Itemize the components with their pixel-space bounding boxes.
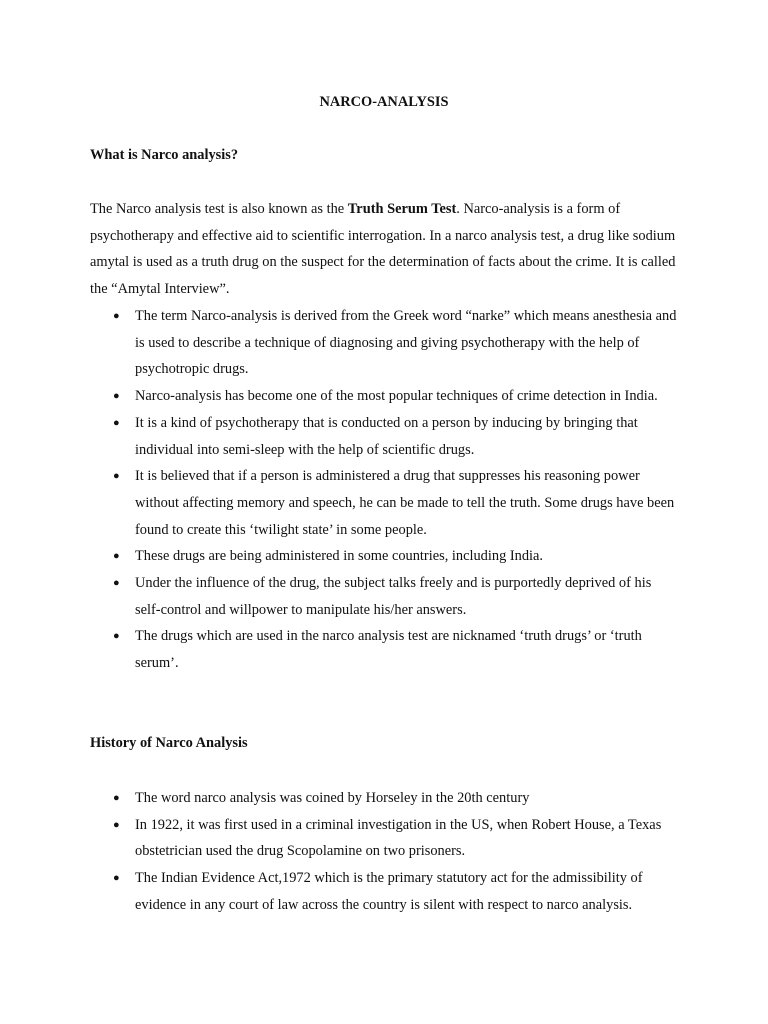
bullet-icon: ●: [113, 470, 120, 483]
bullet-icon: ●: [113, 818, 120, 831]
list-item: [0, 865, 680, 918]
list-item: [0, 383, 680, 410]
list-item-text: These drugs are being administered in some countries, including India.: [135, 548, 544, 565]
list-item: [0, 543, 680, 570]
list-item-text: The Indian Evidence Act,1972 which is the primary statutory act for the admissibility of evidence in any court of law across the country is silent with respect to narco analysis.: [135, 870, 643, 913]
bullet-icon: ●: [113, 630, 120, 643]
list-item-text: In 1922, it was first used in a criminal investigation in the US, when Robert House, a Texas obstetrician used the drug Scopolamine on two prisoners.: [135, 816, 662, 860]
section2-bullet-list: [0, 785, 768, 919]
bullet-icon: ●: [113, 310, 120, 322]
section1-bullet-list: [0, 303, 768, 677]
list-item: [0, 812, 680, 865]
list-item-text: Under the influence of the drug, the subject talks freely and is purportedly deprived of his self-control and willpower to manipulate his/her answers.: [135, 575, 652, 618]
list-item: [0, 785, 680, 812]
list-item: [0, 303, 680, 383]
intro-paragraph: [90, 196, 690, 303]
list-item: [0, 410, 680, 463]
list-item: [0, 570, 680, 623]
section-heading-history: History of Narco Analysis: [90, 735, 248, 751]
list-item: [0, 463, 680, 543]
section-heading-what-is: What is Narco analysis?: [90, 147, 239, 163]
bullet-icon: ●: [113, 577, 120, 590]
list-item: [0, 623, 680, 676]
intro-bold-term: Truth Serum Test: [347, 201, 457, 217]
bullet-icon: ●: [113, 390, 120, 403]
list-item-text: Narco-analysis has become one of the most popular techniques of crime detection in India.: [135, 388, 658, 405]
intro-text-start: The Narco analysis test is also known as the: [90, 201, 348, 217]
bullet-icon: ●: [113, 872, 120, 885]
bullet-icon: ●: [113, 792, 120, 804]
document-title: NARCO-ANALYSIS: [319, 94, 449, 110]
intro-text-end: . Narco-analysis is a form of psychotherapy and effective aid to scientific interrogation. In a narco analysis test, a drug like sodium amytal is used as a truth drug on the suspect for the determination of facts about the crime. It is called the “Amytal Interview”.: [90, 201, 676, 298]
list-item-text: The term Narco-analysis is derived from the Greek word “narke” which means anesthesia and is used to describe a technique of diagnosing and giving psychotherapy with the help of psychotropic drugs.: [135, 308, 677, 378]
list-item-text: The drugs which are used in the narco analysis test are nicknamed ‘truth drugs’ or ‘truth serum’.: [135, 628, 642, 672]
list-item-text: The word narco analysis was coined by Horseley in the 20th century: [135, 790, 530, 806]
list-item-text: It is a kind of psychotherapy that is conducted on a person by inducing by bringing that individual into semi-sleep with the help of scientific drugs.: [135, 414, 638, 458]
bullet-icon: ●: [113, 550, 120, 563]
list-item-text: It is believed that if a person is administered a drug that suppresses his reasoning power without affecting memory and speech, he can be made to tell the truth. Some drugs have been found to create this ‘twilight state’ in some people.: [135, 468, 675, 538]
bullet-icon: ●: [113, 416, 120, 429]
